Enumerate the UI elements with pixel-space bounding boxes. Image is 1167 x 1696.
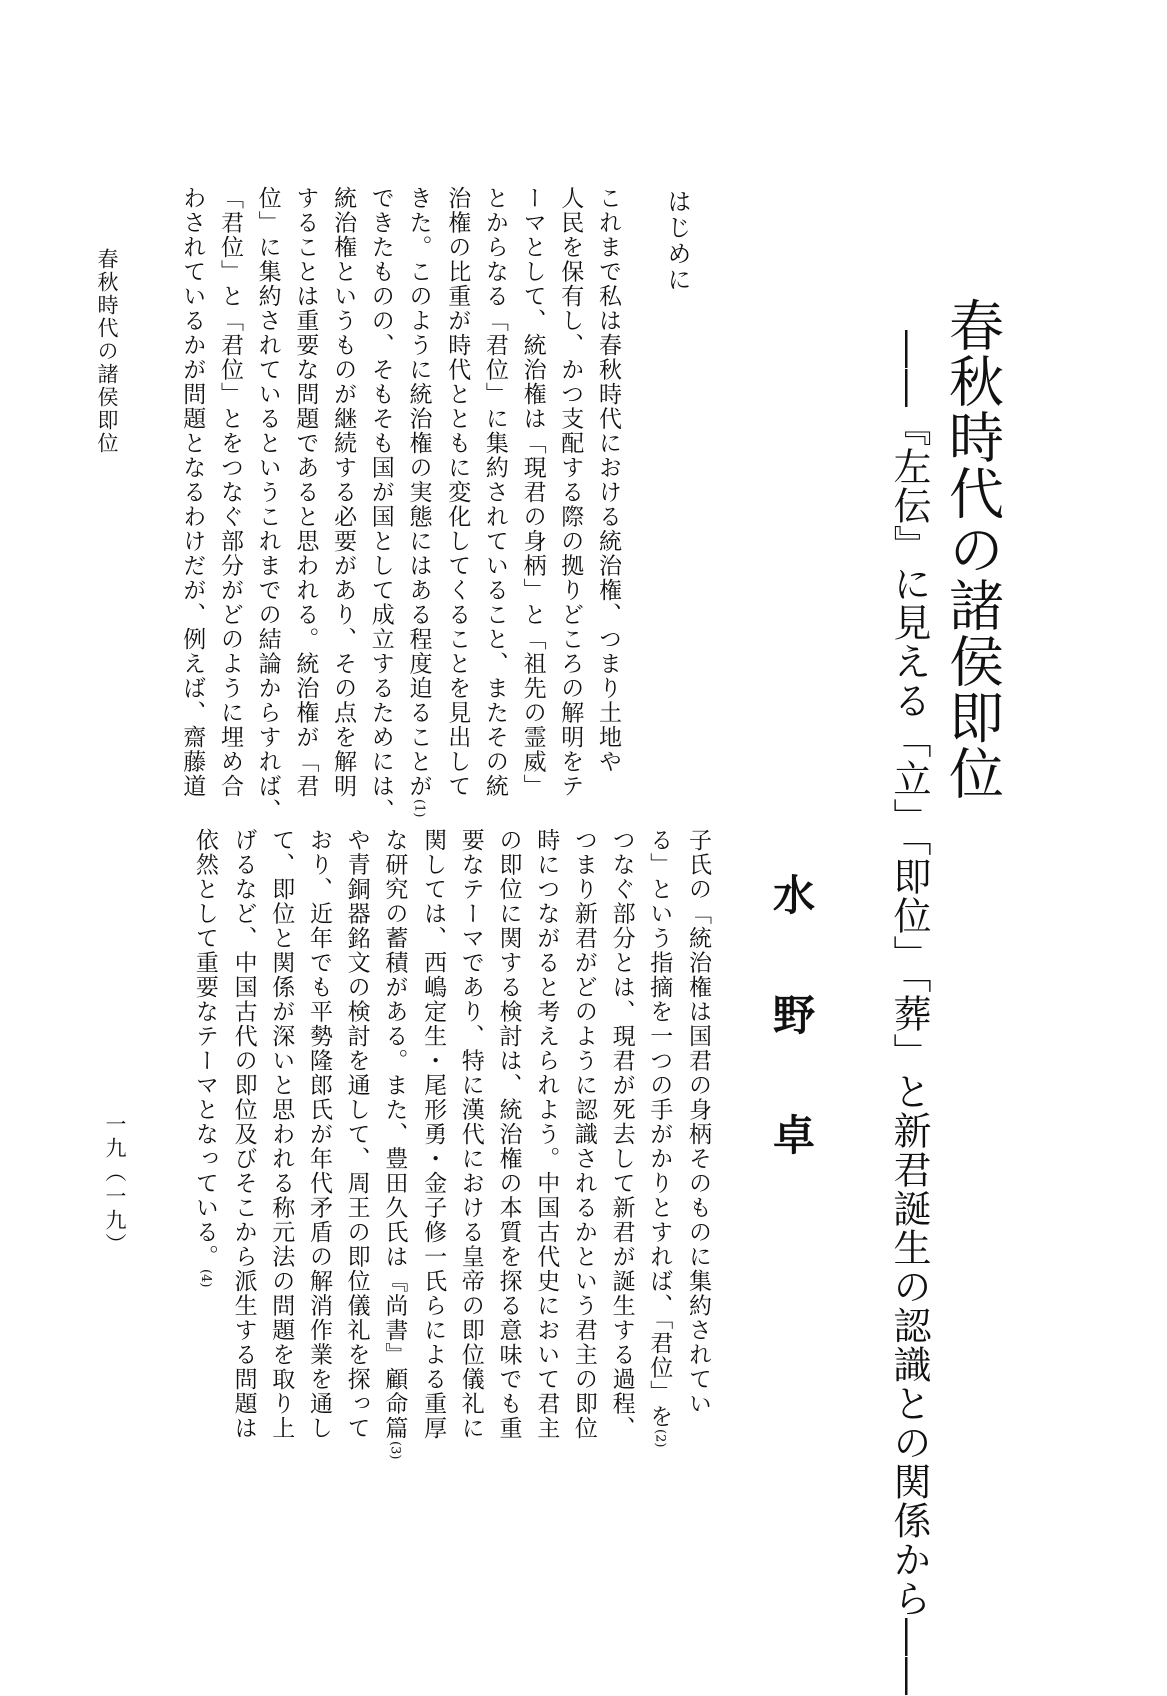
text-line: これまで私は春秋時代における統治権、つまり土地や: [595, 186, 621, 774]
text-line: できたものの、そもそも国が国として成立するためには、: [367, 186, 394, 823]
text-line: わされているかが問題となるわけだが、例えば、齋藤道: [179, 186, 206, 799]
text-line: 関しては、西嶋定生・尾形勇・金子修一氏らによる重厚: [420, 828, 447, 1441]
text-line: とからなる「君位」に集約されていること、またその統: [481, 186, 508, 799]
text-line: な研究の蓄積がある。また、豊田久氏は『尚書』顧命篇(3): [375, 828, 414, 1418]
text-line: る」という指摘を一つの手がかりとすれば、「君位」を(2): [640, 828, 679, 1418]
text-line: て、即位と関係が深いと思われる称元法の問題を取り上: [268, 828, 295, 1441]
author-name: 水野卓: [767, 873, 816, 1233]
text-line: することは重要な問題であると思われる。統治権が「君: [292, 186, 319, 799]
text-line: ーマとして、統治権は「現君の身柄」と「祖先の霊威」: [519, 186, 546, 799]
text-line: 依然として重要なテーマとなっている。(4): [185, 828, 224, 1418]
text-line: 統治権というものが継続する必要があり、その点を解明: [330, 186, 357, 799]
text-line: げるなど、中国古代の即位及びそこから派生する問題は: [230, 828, 257, 1441]
text-line: おり、近年でも平勢隆郎氏が年代矛盾の解消作業を通し: [305, 828, 332, 1441]
body-text-lower: [146, 828, 716, 1459]
text-line: 位」に集約されているというこれまでの結論からすれば、: [254, 186, 281, 823]
section-heading: はじめに: [663, 189, 691, 293]
running-title: 春秋時代の諸侯即位: [95, 248, 119, 455]
note-ref-1: (1): [411, 798, 427, 817]
text-line: 時につながると考えられよう。中国古代史において君主: [533, 828, 560, 1441]
text-line: 人民を保有し、かつ支配する際の拠りどころの解明をテ: [557, 186, 584, 799]
text-line: や青銅器銘文の検討を通して、周王の即位儀礼を探って: [343, 828, 370, 1441]
text-line: の即位に関する検討は、統治権の本質を探る意味でも重: [495, 828, 522, 1441]
note-ref-3: (3): [387, 1440, 403, 1459]
text-line: つまり新君がどのように認識されるかという君主の即位: [570, 828, 597, 1441]
text-line: 「君位」と「君位」とをつなぐ部分がどのように埋め合: [216, 186, 243, 799]
note-ref-4: (4): [197, 1269, 213, 1288]
text-line: つなぐ部分とは、現君が死去して新君が誕生する過程、: [608, 828, 635, 1441]
text-line: きた。このように統治権の実態にはある程度迫ることが(1): [399, 186, 438, 776]
body-text-upper: [146, 186, 626, 823]
article-title: 春秋時代の諸侯即位: [940, 297, 1004, 801]
text-line: 治権の比重が時代とともに変化してくることを見出して: [444, 186, 471, 799]
text-line: 要なテーマであり、特に漢代における皇帝の即位儀礼に: [457, 828, 484, 1441]
page-number: 一九（一九）: [103, 1113, 127, 1257]
article-subtitle: ――『左伝』に見える「立」「即位」「葬」と新君誕生の認識との関係から――: [887, 330, 931, 1696]
note-ref-2: (2): [652, 1429, 668, 1448]
text-line: 子氏の「統治権は国君の身柄そのものに集約されてい: [685, 828, 711, 1416]
